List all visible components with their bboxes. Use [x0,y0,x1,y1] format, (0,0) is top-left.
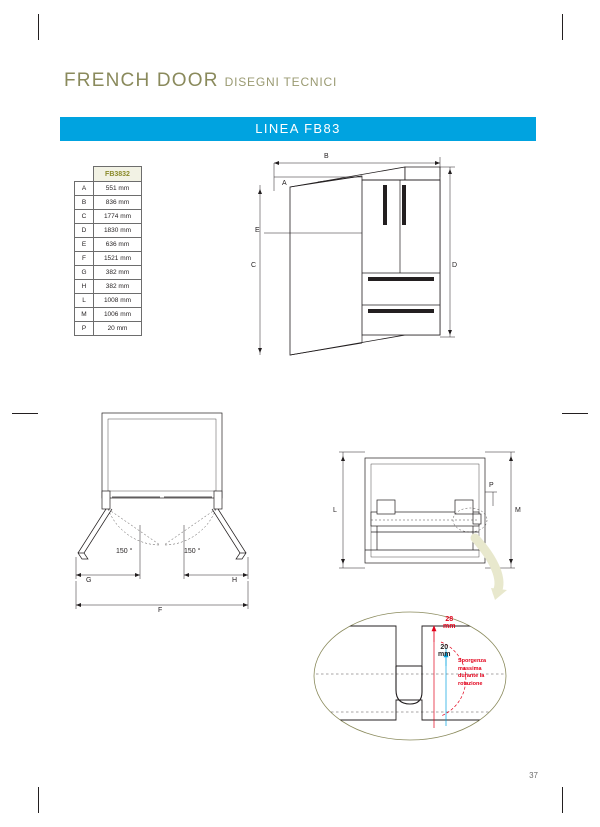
crop-mark-top-left [38,14,39,40]
spec-key: B [75,196,94,210]
table-row [75,294,142,308]
top-label-h: H [232,577,238,584]
detail-dim-top [443,616,455,630]
crop-mark-top-right [562,14,563,40]
page-title-main: FRENCH DOOR [64,70,219,91]
detail-note [458,658,486,688]
page-title-sub: DISEGNI TECNICI [224,75,338,89]
side-label-m: M [515,507,521,514]
detail-note-line-2: massima [458,665,482,672]
spec-key: L [75,294,94,308]
spec-key: D [75,224,94,238]
table-row [75,308,142,322]
detail-note-line-1: Sporgenza [458,658,487,664]
front-label-a: A [282,180,287,187]
spec-value: 1008 mm [94,294,142,308]
spec-key: C [75,210,94,224]
front-label-d: D [452,262,458,269]
table-row [75,280,142,294]
side-label-p: P [489,482,494,489]
figure-front-view [250,155,550,370]
table-row [75,238,142,252]
spec-key: F [75,252,94,266]
spec-value: 1830 mm [94,224,142,238]
table-row [75,266,142,280]
top-view-svg [60,405,280,645]
spec-value: 20 mm [94,322,142,336]
spec-value: 836 mm [94,196,142,210]
crop-mark-bottom-right [562,787,563,813]
front-label-e: E [255,227,260,234]
figure-top-view [60,405,280,645]
side-label-l: L [333,507,337,514]
top-label-g: G [86,577,92,584]
detail-note-line-4: rotazione [458,680,483,687]
spec-value: 551 mm [94,182,142,196]
spec-key: E [75,238,94,252]
figure-detail-circle [310,608,510,748]
spec-key: A [75,182,94,196]
detail-dim-top-value: 28 [445,616,454,623]
spec-key: G [75,266,94,280]
crop-mark-bottom-left [38,787,39,813]
table-row [75,224,142,238]
spec-key: P [75,322,94,336]
spec-key: M [75,308,94,322]
detail-dim-bottom-value: 20 [440,644,449,651]
top-label-f: F [158,607,163,614]
table-header-row [75,167,142,182]
specification-table [74,166,142,336]
spec-value: 382 mm [94,266,142,280]
spec-value: 636 mm [94,238,142,252]
detail-dim-bottom-unit: mm [438,651,451,658]
crop-mark-left-mid [12,413,38,414]
table-row [75,196,142,210]
spec-value: 1774 mm [94,210,142,224]
detail-dim-bottom [438,644,450,658]
front-label-c: C [251,262,257,269]
table-row [75,182,142,196]
table-row [75,322,142,336]
table-row [75,252,142,266]
line-banner-label: LINEA FB83 [255,121,341,136]
figure-side-view [325,440,535,600]
line-banner [60,117,536,141]
detail-note-line-3: durante la [458,673,485,679]
spec-value: 1521 mm [94,252,142,266]
top-label-angle-right: 150 ° [184,548,201,555]
side-view-svg [325,440,535,600]
spec-value: 382 mm [94,280,142,294]
front-label-b: B [324,153,329,160]
table-header-spacer [75,167,94,182]
spec-value: 1006 mm [94,308,142,322]
page-number: 37 [529,771,538,780]
detail-dim-top-unit: mm [443,623,456,630]
top-label-angle-left: 150 ° [116,548,133,555]
front-view-svg [250,155,550,370]
page-title [64,70,337,92]
table-row [75,210,142,224]
spec-key: H [75,280,94,294]
crop-mark-right-mid [562,413,588,414]
model-name-cell: FB3832 [94,167,142,182]
